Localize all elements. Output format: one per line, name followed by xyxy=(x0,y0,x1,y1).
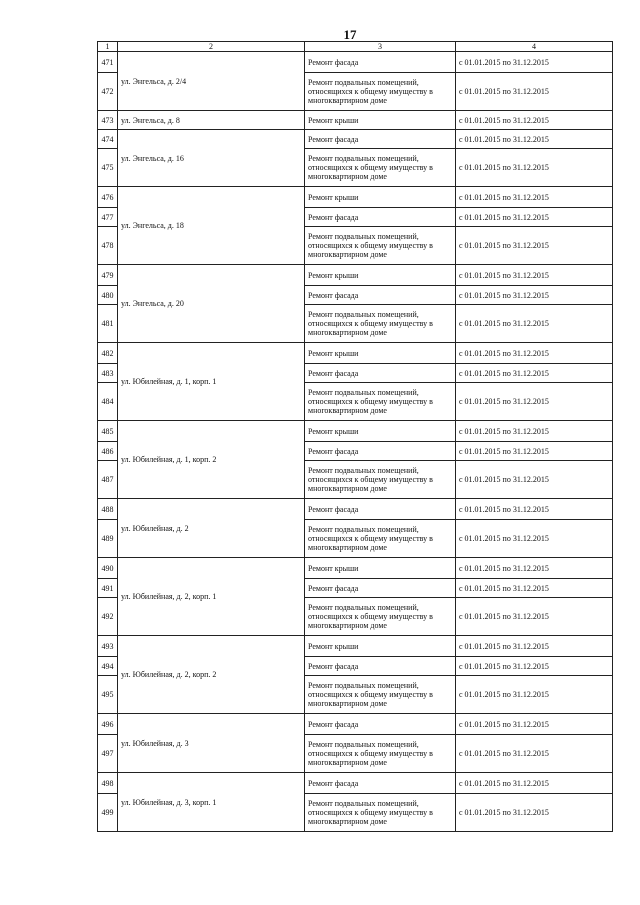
row-number-cell: 490 xyxy=(98,558,118,579)
row-number-cell: 477 xyxy=(98,208,118,227)
address-cell: ул. Энгельса, д. 8 xyxy=(118,111,305,130)
work-type-cell: Ремонт фасада xyxy=(305,208,456,227)
work-type-cell: Ремонт подвальных помещений, относящихся к общему имуществу в многоквартирном доме xyxy=(305,149,456,187)
row-number-cell: 497 xyxy=(98,735,118,773)
work-type-cell: Ремонт фасада xyxy=(305,130,456,149)
row-number-cell: 475 xyxy=(98,149,118,187)
row-number-cell: 479 xyxy=(98,265,118,286)
column-header-work-type: 3 xyxy=(305,42,456,52)
period-cell: с 01.01.2015 по 31.12.2015 xyxy=(456,520,613,558)
row-number-cell: 483 xyxy=(98,364,118,383)
period-cell: с 01.01.2015 по 31.12.2015 xyxy=(456,52,613,73)
period-cell: с 01.01.2015 по 31.12.2015 xyxy=(456,227,613,265)
period-cell: с 01.01.2015 по 31.12.2015 xyxy=(456,579,613,598)
work-type-cell: Ремонт крыши xyxy=(305,558,456,579)
row-number-cell: 487 xyxy=(98,461,118,499)
period-cell: с 01.01.2015 по 31.12.2015 xyxy=(456,265,613,286)
row-number-cell: 491 xyxy=(98,579,118,598)
row-number-cell: 489 xyxy=(98,520,118,558)
table-row xyxy=(98,111,613,130)
table-row xyxy=(98,636,613,657)
work-type-cell: Ремонт подвальных помещений, относящихся к общему имуществу в многоквартирном доме xyxy=(305,227,456,265)
table-row xyxy=(98,421,613,442)
work-type-cell: Ремонт подвальных помещений, относящихся к общему имуществу в многоквартирном доме xyxy=(305,520,456,558)
address-cell: ул. Энгельса, д. 16 xyxy=(118,130,305,187)
address-cell: ул. Юбилейная, д. 2, корп. 1 xyxy=(118,558,305,636)
table-row xyxy=(98,558,613,579)
row-number-cell: 486 xyxy=(98,442,118,461)
table-header-row xyxy=(98,42,613,52)
row-number-cell: 498 xyxy=(98,773,118,794)
period-cell: с 01.01.2015 по 31.12.2015 xyxy=(456,364,613,383)
row-number-cell: 484 xyxy=(98,383,118,421)
address-cell: ул. Юбилейная, д. 1, корп. 2 xyxy=(118,421,305,499)
work-type-cell: Ремонт крыши xyxy=(305,636,456,657)
period-cell: с 01.01.2015 по 31.12.2015 xyxy=(456,558,613,579)
work-type-cell: Ремонт фасада xyxy=(305,364,456,383)
row-number-cell: 494 xyxy=(98,657,118,676)
address-cell: ул. Юбилейная, д. 3 xyxy=(118,714,305,773)
row-number-cell: 482 xyxy=(98,343,118,364)
row-number-cell: 485 xyxy=(98,421,118,442)
row-number-cell: 478 xyxy=(98,227,118,265)
row-number-cell: 476 xyxy=(98,187,118,208)
work-type-cell: Ремонт подвальных помещений, относящихся к общему имуществу в многоквартирном доме xyxy=(305,461,456,499)
row-number-cell: 495 xyxy=(98,676,118,714)
period-cell: с 01.01.2015 по 31.12.2015 xyxy=(456,383,613,421)
period-cell: с 01.01.2015 по 31.12.2015 xyxy=(456,442,613,461)
work-type-cell: Ремонт фасада xyxy=(305,657,456,676)
table-row xyxy=(98,265,613,286)
period-cell: с 01.01.2015 по 31.12.2015 xyxy=(456,73,613,111)
row-number-cell: 488 xyxy=(98,499,118,520)
column-header-period: 4 xyxy=(456,42,613,52)
period-cell: с 01.01.2015 по 31.12.2015 xyxy=(456,598,613,636)
row-number-cell: 499 xyxy=(98,794,118,832)
work-type-cell: Ремонт подвальных помещений, относящихся к общему имуществу в многоквартирном доме xyxy=(305,794,456,832)
work-type-cell: Ремонт подвальных помещений, относящихся к общему имуществу в многоквартирном доме xyxy=(305,735,456,773)
address-cell: ул. Юбилейная, д. 2, корп. 2 xyxy=(118,636,305,714)
work-type-cell: Ремонт крыши xyxy=(305,343,456,364)
period-cell: с 01.01.2015 по 31.12.2015 xyxy=(456,714,613,735)
work-type-cell: Ремонт подвальных помещений, относящихся к общему имуществу в многоквартирном доме xyxy=(305,305,456,343)
work-type-cell: Ремонт фасада xyxy=(305,442,456,461)
row-number-cell: 471 xyxy=(98,52,118,73)
column-header-number: 1 xyxy=(98,42,118,52)
work-type-cell: Ремонт подвальных помещений, относящихся к общему имуществу в многоквартирном доме xyxy=(305,73,456,111)
table-body xyxy=(98,52,613,832)
work-type-cell: Ремонт подвальных помещений, относящихся к общему имуществу в многоквартирном доме xyxy=(305,676,456,714)
address-cell: ул. Энгельса, д. 2/4 xyxy=(118,52,305,111)
address-cell: ул. Юбилейная, д. 1, корп. 1 xyxy=(118,343,305,421)
row-number-cell: 480 xyxy=(98,286,118,305)
table-row xyxy=(98,773,613,794)
work-type-cell: Ремонт подвальных помещений, относящихся к общему имуществу в многоквартирном доме xyxy=(305,383,456,421)
period-cell: с 01.01.2015 по 31.12.2015 xyxy=(456,499,613,520)
row-number-cell: 474 xyxy=(98,130,118,149)
period-cell: с 01.01.2015 по 31.12.2015 xyxy=(456,676,613,714)
period-cell: с 01.01.2015 по 31.12.2015 xyxy=(456,657,613,676)
work-type-cell: Ремонт подвальных помещений, относящихся к общему имуществу в многоквартирном доме xyxy=(305,598,456,636)
period-cell: с 01.01.2015 по 31.12.2015 xyxy=(456,208,613,227)
period-cell: с 01.01.2015 по 31.12.2015 xyxy=(456,286,613,305)
address-cell: ул. Юбилейная, д. 3, корп. 1 xyxy=(118,773,305,832)
row-number-cell: 472 xyxy=(98,73,118,111)
work-type-cell: Ремонт крыши xyxy=(305,421,456,442)
works-table xyxy=(97,41,613,832)
column-header-address: 2 xyxy=(118,42,305,52)
work-type-cell: Ремонт фасада xyxy=(305,579,456,598)
work-type-cell: Ремонт фасада xyxy=(305,773,456,794)
period-cell: с 01.01.2015 по 31.12.2015 xyxy=(456,343,613,364)
row-number-cell: 493 xyxy=(98,636,118,657)
page-number: 17 xyxy=(343,27,357,42)
table-row xyxy=(98,52,613,73)
table-row xyxy=(98,187,613,208)
table-row xyxy=(98,343,613,364)
row-number-cell: 481 xyxy=(98,305,118,343)
period-cell: с 01.01.2015 по 31.12.2015 xyxy=(456,305,613,343)
work-type-cell: Ремонт крыши xyxy=(305,111,456,130)
period-cell: с 01.01.2015 по 31.12.2015 xyxy=(456,130,613,149)
work-type-cell: Ремонт фасада xyxy=(305,52,456,73)
work-type-cell: Ремонт крыши xyxy=(305,265,456,286)
period-cell: с 01.01.2015 по 31.12.2015 xyxy=(456,149,613,187)
address-cell: ул. Энгельса, д. 20 xyxy=(118,265,305,343)
period-cell: с 01.01.2015 по 31.12.2015 xyxy=(456,735,613,773)
address-cell: ул. Энгельса, д. 18 xyxy=(118,187,305,265)
period-cell: с 01.01.2015 по 31.12.2015 xyxy=(456,421,613,442)
row-number-cell: 492 xyxy=(98,598,118,636)
table-row xyxy=(98,714,613,735)
work-type-cell: Ремонт фасада xyxy=(305,286,456,305)
period-cell: с 01.01.2015 по 31.12.2015 xyxy=(456,111,613,130)
table-row xyxy=(98,130,613,149)
work-type-cell: Ремонт крыши xyxy=(305,187,456,208)
period-cell: с 01.01.2015 по 31.12.2015 xyxy=(456,636,613,657)
work-type-cell: Ремонт фасада xyxy=(305,499,456,520)
period-cell: с 01.01.2015 по 31.12.2015 xyxy=(456,773,613,794)
period-cell: с 01.01.2015 по 31.12.2015 xyxy=(456,794,613,832)
period-cell: с 01.01.2015 по 31.12.2015 xyxy=(456,461,613,499)
address-cell: ул. Юбилейная, д. 2 xyxy=(118,499,305,558)
period-cell: с 01.01.2015 по 31.12.2015 xyxy=(456,187,613,208)
table-row xyxy=(98,499,613,520)
work-type-cell: Ремонт фасада xyxy=(305,714,456,735)
row-number-cell: 496 xyxy=(98,714,118,735)
row-number-cell: 473 xyxy=(98,111,118,130)
